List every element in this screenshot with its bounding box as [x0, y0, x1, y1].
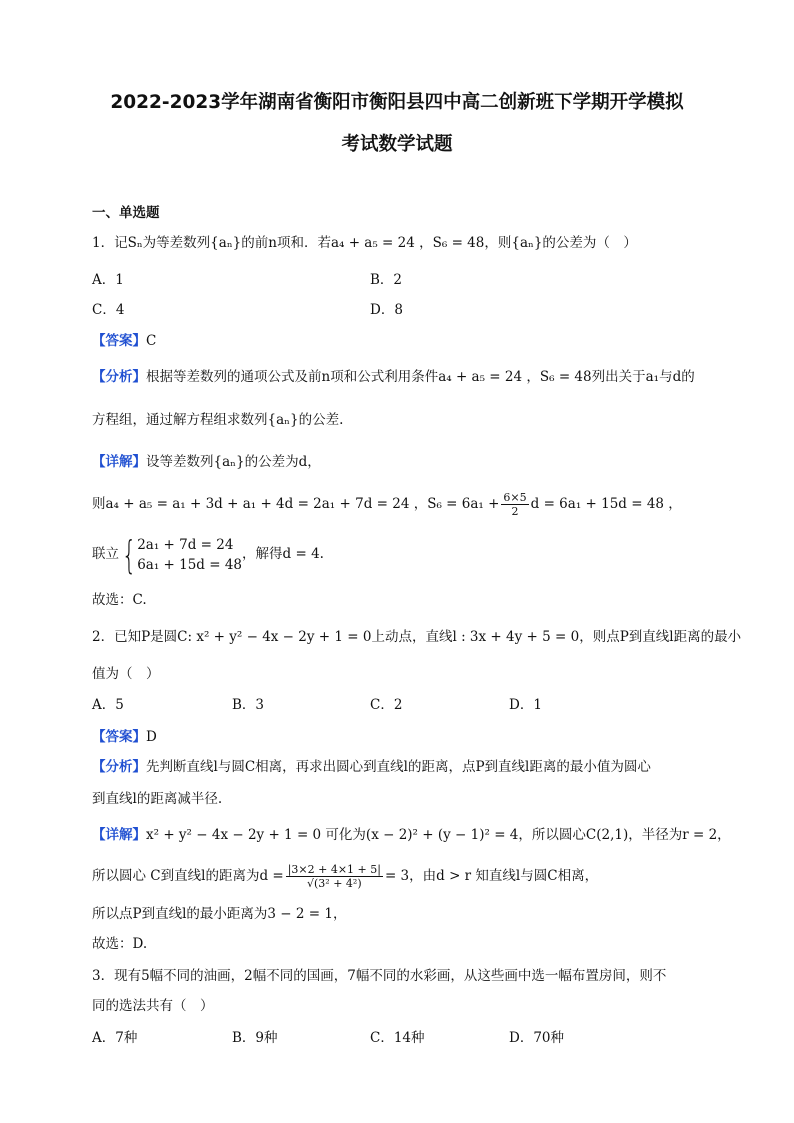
- q2-analysis-line2: 到直线l的距离减半径.: [92, 791, 223, 807]
- q1-stem: 1．记Sₙ为等差数列{aₙ}的前n项和．若a₄ + a₅ = 24 ，S₆ = 48，则{aₙ}的公差为（ ）: [92, 235, 637, 251]
- q2-conclusion: 故选：D.: [92, 936, 148, 952]
- q1-analysis-text1: 根据等差数列的通项公式及前n项和公式利用条件a₄ + a₅ = 24 ，S₆ = 48列出关于a₁与d的: [146, 369, 695, 385]
- q2-stem-line2: 值为（ ）: [92, 666, 160, 682]
- q3-option-b: B．9种: [232, 1030, 278, 1046]
- detail-tag: 【详解】: [92, 454, 146, 470]
- q1-detail-line2: [92, 484, 682, 524]
- analysis-tag: 【分析】: [92, 759, 146, 775]
- q2-detail2-right: = 3，由d > r 知直线l与圆C相离，: [384, 868, 599, 884]
- q1-detail-text1: 设等差数列{aₙ}的公差为d，: [146, 454, 321, 470]
- q1-frac-den: 2: [511, 505, 519, 518]
- q2-answer: [92, 727, 157, 747]
- q1-frac-num: 6×5: [503, 491, 527, 504]
- q2-frac-den: √(3² + 4²): [307, 877, 362, 890]
- q3-option-d: D．70种: [509, 1030, 565, 1046]
- q1-option-d: D．8: [370, 302, 403, 318]
- q1-system: [92, 532, 324, 576]
- system-prefix: 联立: [92, 546, 119, 562]
- q2-option-c: C．2: [370, 697, 403, 713]
- q2-analysis-text1: 先判断直线l与圆C相离，再求出圆心到直线l的距离，点P到直线l距离的最小值为圆心: [146, 759, 651, 775]
- system-eq1: 2a₁ + 7d = 24: [137, 536, 234, 553]
- q2-detail-text1: x² + y² − 4x − 2y + 1 = 0 可化为(x − 2)² + (y − 1)² = 4，所以圆心C(2,1)，半径为r = 2，: [146, 827, 731, 843]
- q3-option-c: C．14种: [370, 1030, 425, 1046]
- q3-stem-line2: 同的选法共有（ ）: [92, 998, 214, 1014]
- q1-answer-value: C: [146, 333, 157, 349]
- q2-fraction: [286, 863, 383, 890]
- q1-option-b: B．2: [370, 272, 403, 288]
- q1-detail2-right: d = 6a₁ + 15d = 48 ，: [530, 496, 682, 512]
- system-equations: [137, 535, 242, 575]
- doc-title-line1: 2022-2023学年湖南省衡阳市衡阳县四中高二创新班下学期开学模拟: [110, 92, 684, 113]
- system-eq2: 6a₁ + 15d = 48: [137, 556, 243, 573]
- answer-tag: 【答案】: [92, 729, 146, 745]
- q1-analysis-line2: 方程组，通过解方程组求数列{aₙ}的公差.: [92, 412, 344, 428]
- detail-tag: 【详解】: [92, 827, 146, 843]
- q1-detail2-left: 则a₄ + a₅ = a₁ + 3d + a₁ + 4d = 2a₁ + 7d = 24 ，S₆ = 6a₁ +: [92, 496, 500, 512]
- q2-option-b: B．3: [232, 697, 265, 713]
- q1-option-c: C．4: [92, 302, 125, 318]
- q1-conclusion: 故选：C.: [92, 592, 147, 608]
- q1-detail-line1: [92, 452, 321, 472]
- q1-answer: [92, 331, 156, 351]
- q2-option-d: D．1: [509, 697, 542, 713]
- answer-tag: 【答案】: [92, 333, 146, 349]
- q2-detail-line3: 所以点P到直线l的最小距离为3 − 2 = 1，: [92, 906, 347, 922]
- q2-detail2-left: 所以圆心 C到直线l的距离为d =: [92, 868, 284, 884]
- q1-fraction: [501, 491, 528, 518]
- q1-analysis-line1: [92, 367, 695, 387]
- q2-analysis-line1: [92, 757, 651, 777]
- section-heading: 一、单选题: [92, 205, 160, 221]
- analysis-tag: 【分析】: [92, 369, 146, 385]
- q3-option-a: A．7种: [92, 1030, 138, 1046]
- q2-detail-line2: [92, 856, 598, 896]
- q2-detail-line1: [92, 825, 731, 845]
- doc-title-line2: 考试数学试题: [341, 134, 453, 155]
- system-suffix: ，解得d = 4.: [242, 546, 324, 562]
- q2-answer-value: D: [146, 729, 157, 745]
- brace-icon: {: [121, 532, 137, 577]
- q2-option-a: A．5: [92, 697, 124, 713]
- q1-option-a: A．1: [92, 272, 124, 288]
- q2-stem-line1: 2．已知P是圆C: x² + y² − 4x − 2y + 1 = 0上动点，直线l : 3x + 4y + 5 = 0，则点P到直线l距离的最小: [92, 629, 742, 645]
- q3-stem-line1: 3．现有5幅不同的油画，2幅不同的国画，7幅不同的水彩画，从这些画中选一幅布置房间，则不: [92, 968, 667, 984]
- q2-frac-num: |3×2 + 4×1 + 5|: [287, 863, 381, 876]
